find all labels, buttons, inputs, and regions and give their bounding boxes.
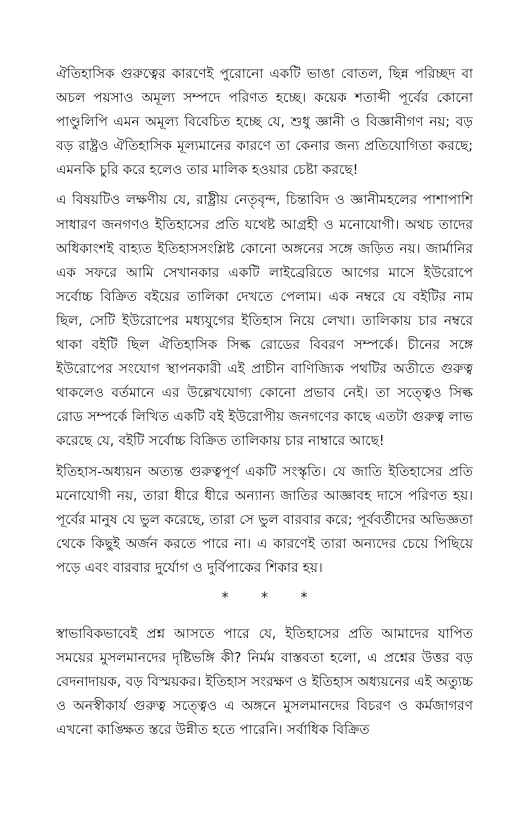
- section-separator: * * *: [221, 589, 322, 606]
- paragraph-historical-importance: ঐতিহাসিক গুরুত্বের কারণেই পুরোনো একটি ভাঙা বোতল, ছিন্ন পরিচ্ছদ বা অচল পয়সাও অমূল্য সম্পদে পরিণত হচ্ছে। কয়েক শতাব্দী পূর্বের কোনো পাণ্ডুলিপি এমন অমূল্য বিবেচিত হচ্ছে যে, শুধু জ্ঞানী ও বিজ্ঞানীগণ নয়; বড় বড় রাষ্ট্রও ঐতিহাসিক মূল্যমানের কারণে তা কেনার জন্য প্রতিযোগিতা করছে; এমনকি চুরি করে হলেও তার মালিক হওয়ার চেষ্টা করছে!: [56, 66, 473, 179]
- paragraph-muslim-attitude: স্বাভাবিকভাবেই প্রশ্ন আসতে পারে যে, ইতিহাসের প্রতি আমাদের যাপিত সময়ের মুসলমানদের দৃষ্টিভঙ্গি কী? নির্মম বাস্তবতা হলো, এ প্রশ্নের উত্তর বড় বেদনাদায়ক, বড় বিস্ময়কর। ইতিহাস সংরক্ষণ ও ইতিহাস অধ্যয়নের এই অত্যুচ্চ ও অনস্বীকার্য গুরুত্ব সত্ত্বেও এ অঙ্গনে মুসলমানদের বিচরণ ও কর্মজাগরণ এখনো কাঙ্ক্ষিত স্তরে উন্নীত হতে পারেনি। সর্বাধিক বিক্রিত: [56, 625, 473, 739]
- paragraph-public-interest: এ বিষয়টিও লক্ষণীয় যে, রাষ্ট্রীয় নেতৃবৃন্দ, চিন্তাবিদ ও জ্ঞানীমহলের পাশাপাশি সাধারণ জনগণও ইতিহাসের প্রতি যথেষ্ট আগ্রহী ও মনোযোগী। অথচ তাদের অধিকাংশই বাহ্যত ইতিহাসসংশ্লিষ্ট কোনো অঙ্গনের সঙ্গে জড়িত নয়। জার্মানির এক সফরে আমি সেখানকার একটি লাইব্রেরিতে আগের মাসে ইউরোপে সর্বোচ্চ বিক্রিত বইয়ের তালিকা দেখতে পেলাম। এক নম্বরে যে বইটির নাম ছিল, সেটি ইউরোপের মধ্যযুগের ইতিহাস নিয়ে লেখা। তালিকায় চার নম্বরে থাকা বইটি ছিল ঐতিহাসিক সিল্ক রোডের বিবরণ সম্পর্কে। চীনের সঙ্গে ইউরোপের সংযোগ স্থাপনকারী এই প্রাচীন বাণিজ্যিক পথটির অতীতে গুরুত্ব থাকলেও বর্তমানে এর উল্লেখযোগ্য কোনো প্রভাব নেই। তা সত্ত্বেও সিল্ক রোড সম্পর্কে লিখিত একটি বই ইউরোপীয় জনগণের কাছে এতটা গুরুত্ব লাভ করেছে যে, বইটি সর্বোচ্চ বিক্রিত তালিকায় চার নাম্বারে আছে!: [56, 192, 473, 450]
- book-page: [56, 62, 473, 762]
- paragraph-history-study-culture: ইতিহাস-অধ্যয়ন অত্যন্ত গুরুত্বপূর্ণ একটি সংস্কৃতি। যে জাতি ইতিহাসের প্রতি মনোযোগী নয়, তারা ধীরে ধীরে অন্যান্য জাতির আজ্ঞাবহ দাসে পরিণত হয়। পূর্বের মানুষ যে ভুল করেছে, তারা সে ভুল বারবার করে; পূর্ববর্তীদের অভিজ্ঞতা থেকে কিছুই অর্জন করতে পারে না। এ কারণেই তারা অন্যদের চেয়ে পিছিয়ে পড়ে এবং বারবার দুর্যোগ ও দুর্বিপাকের শিকার হয়।: [56, 463, 473, 576]
